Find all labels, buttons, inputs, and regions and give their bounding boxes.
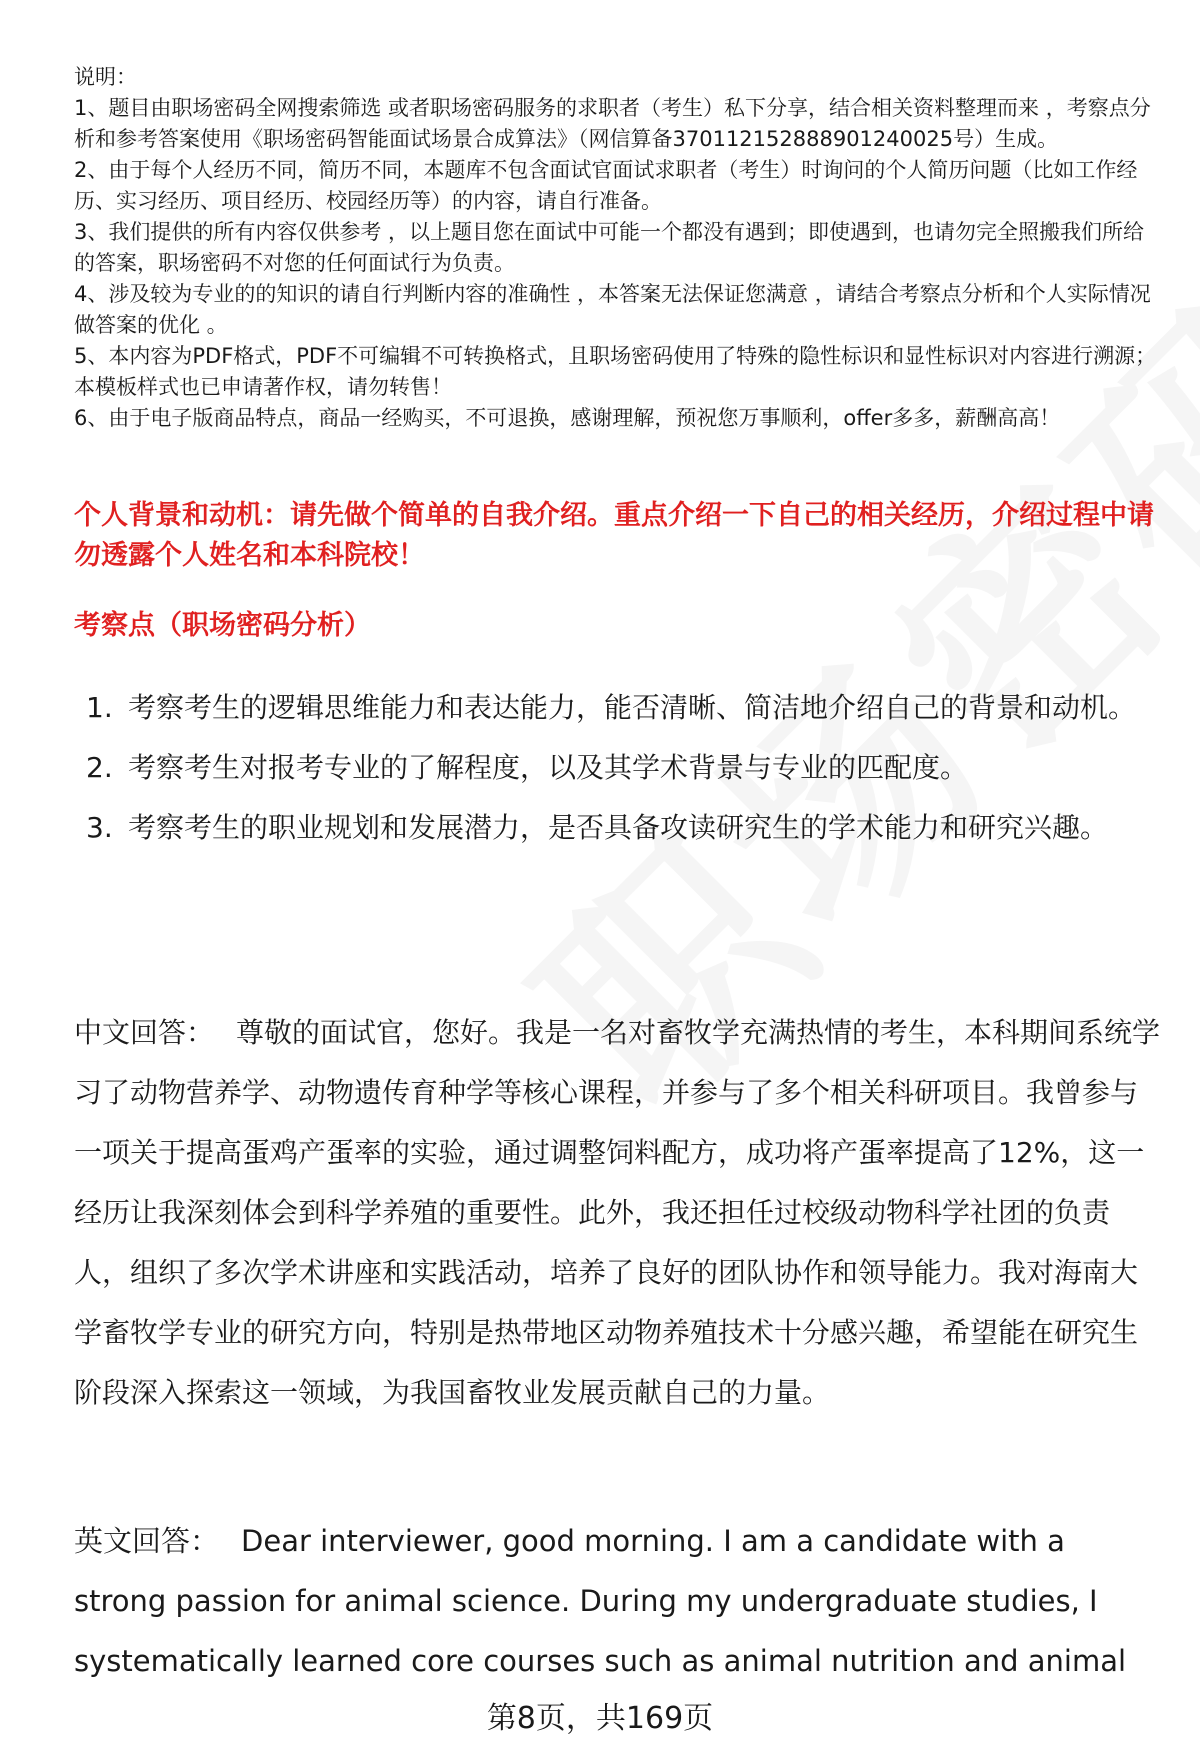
page-footer: 第8页，共169页 bbox=[486, 1701, 714, 1736]
point-number: 3. bbox=[86, 811, 113, 844]
analysis-point bbox=[74, 738, 1164, 798]
point-number: 1. bbox=[86, 691, 113, 724]
chinese-answer-label: 中文回答： bbox=[74, 1016, 215, 1049]
point-number: 2. bbox=[86, 751, 113, 784]
analysis-point bbox=[74, 678, 1164, 738]
note-item: 5、本内容为PDF格式，PDF不可编辑不可转换格式，且职场密码使用了特殊的隐性标识和显性标识对内容进行溯源；本模板样式也已申请著作权，请勿转售！ bbox=[74, 344, 1157, 399]
english-answer-label: 英文回答： bbox=[74, 1524, 220, 1558]
chinese-answer-text: 尊敬的面试官，您好。我是一名对畜牧学充满热情的考生，本科期间系统学习了动物营养学、动物遗传育种学等核心课程，并参与了多个相关科研项目。我曾参与一项关于提高蛋鸡产蛋率的实验，通过调整饲料配方，成功将产蛋率提高了12%，这一经历让我深刻体会到科学养殖的重要性。此外，我还担任过校级动物科学社团的负责人，组织了多次学术讲座和实践活动，培养了良好的团队协作和领导能力。我对海南大学畜牧学专业的研究方向，特别是热带地区动物养殖技术十分感兴趣，希望能在研究生阶段深入探索这一领域，为我国畜牧业发展贡献自己的力量。 bbox=[74, 1016, 1161, 1409]
note-item: 1、题目由职场密码全网搜索筛选 或者职场密码服务的求职者（考生）私下分享，结合相关资料整理而来 ，考察点分析和参考答案使用《职场密码智能面试场景合成算法》（网信算备370112152888901240025号）生成。 bbox=[74, 96, 1151, 151]
chinese-answer bbox=[74, 1003, 1164, 1423]
analysis-point bbox=[74, 798, 1164, 858]
question-heading: 个人背景和动机：请先做个简单的自我介绍。重点介绍一下自己的相关经历，介绍过程中请勿透露个人姓名和本科院校！ bbox=[74, 500, 1154, 571]
point-text: 考察考生的逻辑思维能力和表达能力，能否清晰、简洁地介绍自己的背景和动机。 bbox=[128, 691, 1137, 724]
note-item: 2、由于每个人经历不同，简历不同，本题库不包含面试官面试求职者（考生）时询问的个人简历问题（比如工作经历、实习经历、项目经历、校园经历等）的内容，请自行准备。 bbox=[74, 158, 1138, 213]
note-item: 6、由于电子版商品特点，商品一经购买，不可退换，感谢理解，预祝您万事顺利，offer多多，薪酬高高！ bbox=[74, 406, 1061, 430]
point-text: 考察考生的职业规划和发展潜力，是否具备攻读研究生的学术能力和研究兴趣。 bbox=[128, 811, 1109, 844]
point-text: 考察考生对报考专业的了解程度，以及其学术背景与专业的匹配度。 bbox=[128, 751, 969, 784]
note-item: 4、涉及较为专业的的知识的请自行判断内容的准确性 ，本答案无法保证您满意 ，请结合考察点分析和个人实际情况做答案的优化 。 bbox=[74, 282, 1151, 337]
notes-section bbox=[74, 62, 1164, 434]
notes-heading: 说明： bbox=[74, 65, 137, 89]
english-answer-text: Dear interviewer, good morning. I am a candidate with a strong passion for animal science. During my undergraduate studies, I systematically learned core courses such as animal nutrition and animal bbox=[74, 1524, 1127, 1678]
english-answer bbox=[74, 1511, 1164, 1691]
analysis-title: 考察点（职场密码分析） bbox=[74, 610, 371, 641]
note-item: 3、我们提供的所有内容仅供参考 ，以上题目您在面试中可能一个都没有遇到；即使遇到，也请勿完全照搬我们所给的答案，职场密码不对您的任何面试行为负责。 bbox=[74, 220, 1145, 275]
analysis-points bbox=[74, 678, 1164, 858]
